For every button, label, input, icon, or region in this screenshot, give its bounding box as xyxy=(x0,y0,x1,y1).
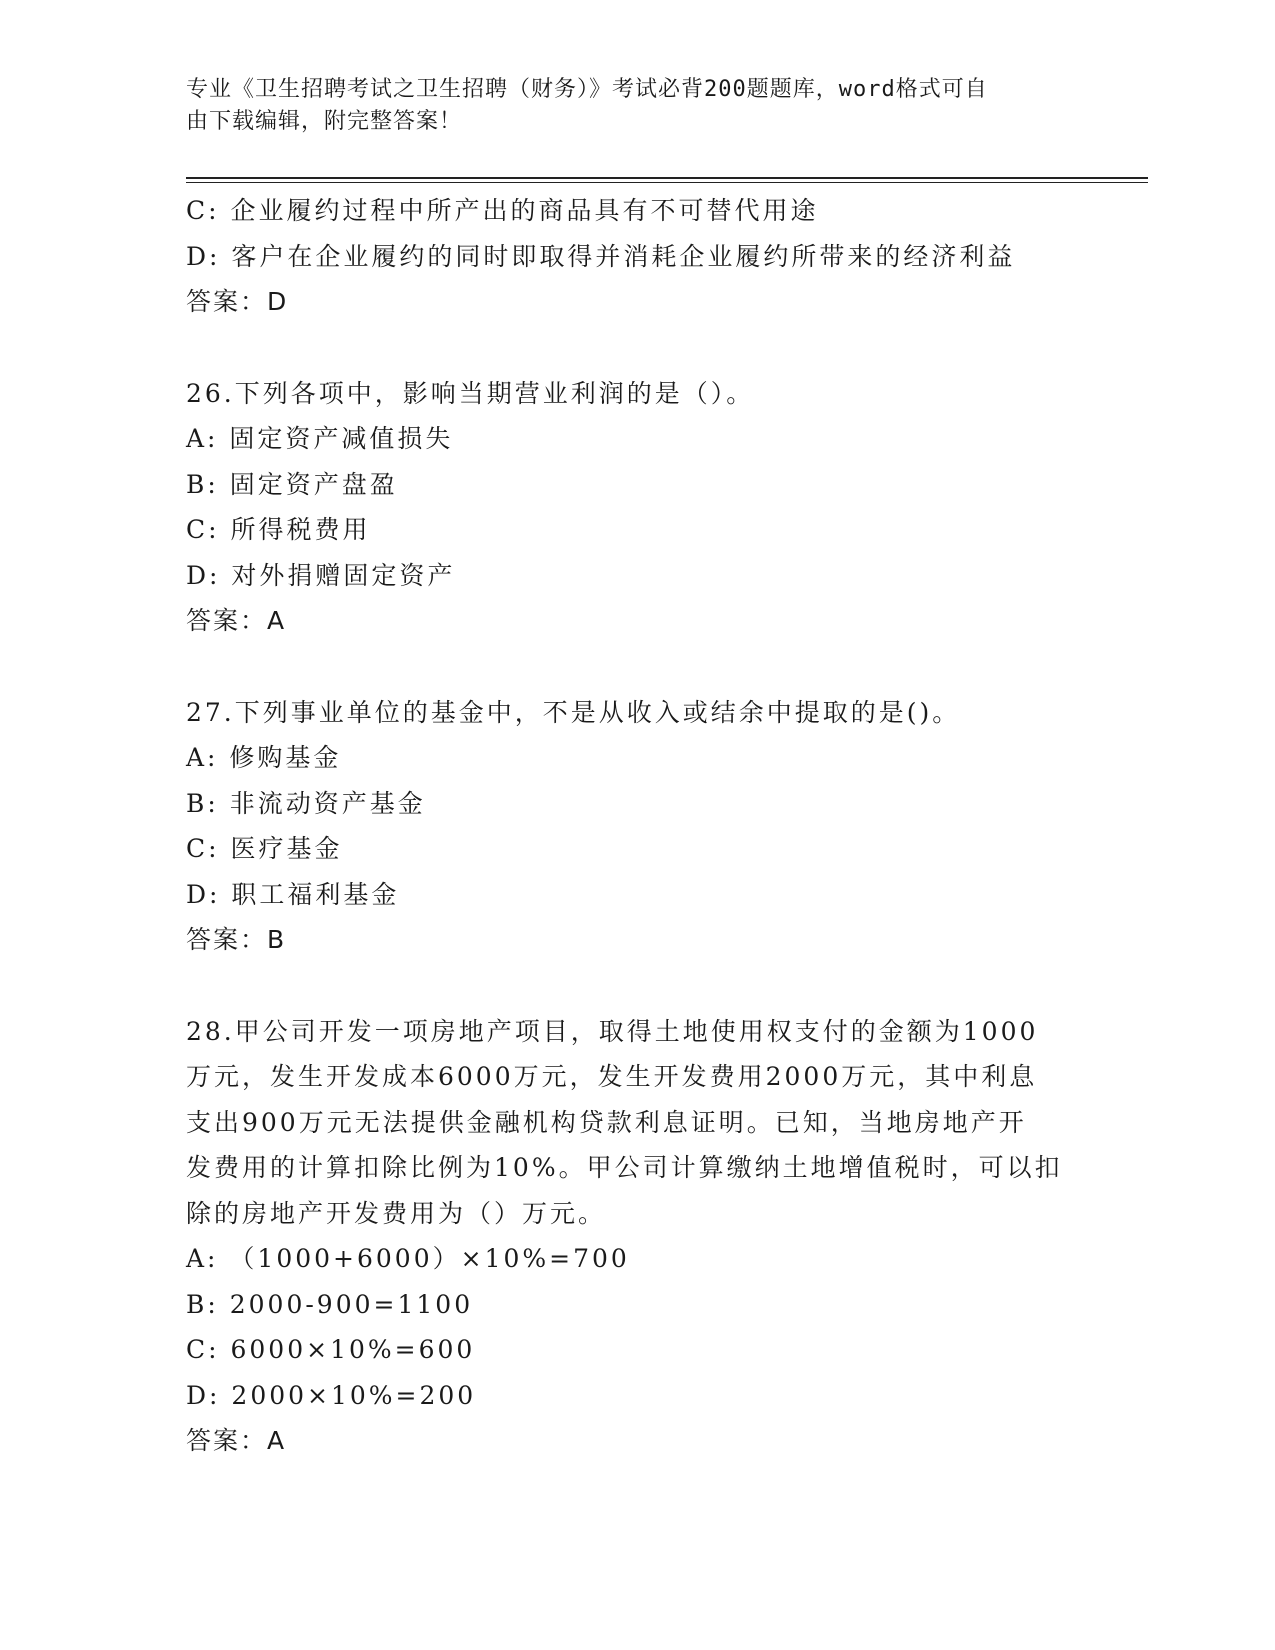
option-b: B: 固定资产盘盈 xyxy=(186,469,398,499)
spacer xyxy=(186,963,1086,1009)
option-c: C: 企业履约过程中所产出的商品具有不可替代用途 xyxy=(186,196,819,225)
question-25-continuation xyxy=(186,188,1086,325)
option-d: D: 对外捐赠固定资产 xyxy=(186,560,456,590)
option-d: D: 客户在企业履约的同时即取得并消耗企业履约所带来的经济利益 xyxy=(186,241,1016,271)
question-stem-line-2: 万元，发生开发成本6000万元，发生开发费用2000万元，其中利息 xyxy=(186,1062,1038,1091)
option-c: C: 所得税费用 xyxy=(186,515,371,544)
answer: 答案：A xyxy=(186,1426,287,1455)
question-26 xyxy=(186,371,1086,644)
option-a: A: 修购基金 xyxy=(186,743,342,772)
option-d: D: 职工福利基金 xyxy=(186,879,400,909)
question-stem: 27.下列事业单位的基金中，不是从收入或结余中提取的是()。 xyxy=(186,697,961,727)
question-stem-line-5: 除的房地产开发费用为（）万元。 xyxy=(186,1198,607,1228)
option-a: A: 固定资产减值损失 xyxy=(186,424,454,453)
header-line-2: 由下载编辑，附完整答案！ xyxy=(186,109,463,134)
option-b: B: 2000-900=1100 xyxy=(186,1289,474,1319)
question-stem: 26.下列各项中，影响当期营业利润的是（）。 xyxy=(186,378,755,408)
answer: 答案：D xyxy=(186,287,289,316)
document-header xyxy=(186,74,1066,138)
option-c: C: 6000×10%=600 xyxy=(186,1335,476,1364)
question-stem-line-1: 28.甲公司开发一项房地产项目，取得土地使用权支付的金额为1000 xyxy=(186,1016,1039,1046)
spacer xyxy=(186,325,1086,371)
option-d: D: 2000×10%=200 xyxy=(186,1380,477,1410)
document-body xyxy=(186,188,1086,1464)
option-a: A: （1000+6000）×10%=700 xyxy=(186,1244,630,1273)
question-28 xyxy=(186,1009,1086,1464)
spacer xyxy=(186,644,1086,690)
answer: 答案：B xyxy=(186,925,287,954)
option-b: B: 非流动资产基金 xyxy=(186,788,426,818)
header-divider-thin xyxy=(186,182,1148,183)
option-c: C: 医疗基金 xyxy=(186,834,343,863)
question-stem-line-3: 支出900万元无法提供金融机构贷款利息证明。已知，当地房地产开 xyxy=(186,1107,1027,1137)
question-stem-line-4: 发费用的计算扣除比例为10%。甲公司计算缴纳土地增值税时，可以扣 xyxy=(186,1153,1063,1182)
answer: 答案：A xyxy=(186,606,287,635)
header-divider-thick xyxy=(186,177,1148,179)
question-27 xyxy=(186,690,1086,963)
header-line-1: 专业《卫生招聘考试之卫生招聘（财务）》考试必背200题题库，word格式可自 xyxy=(186,77,988,102)
